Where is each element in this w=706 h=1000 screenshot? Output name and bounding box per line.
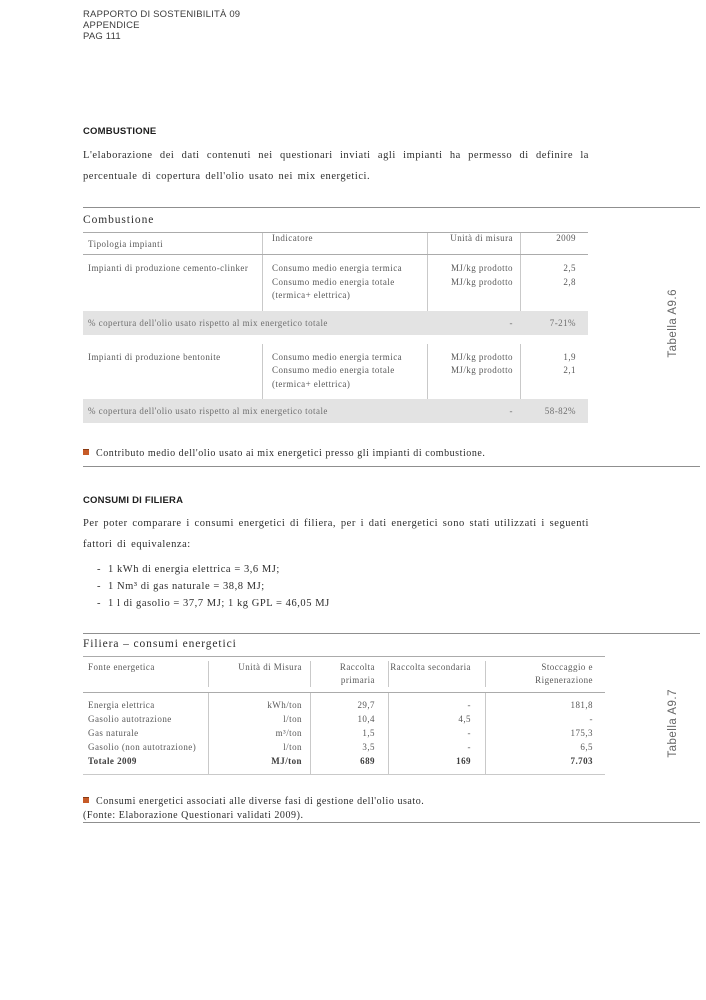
table2-header-unita: Unità di Misura: [208, 661, 310, 687]
divider-rule: [83, 822, 700, 823]
cell-indicatori: [262, 344, 427, 400]
divider-rule: [83, 633, 700, 634]
valore-line: 2,5: [563, 263, 576, 273]
report-title: RAPPORTO DI SOSTENIBILITÀ 09: [83, 9, 241, 20]
cell-unita: [427, 255, 520, 311]
indicatore-line: Consumo medio energia totale: [272, 365, 395, 375]
table-filiera: [83, 637, 605, 775]
cell-unita-totale: MJ/ton: [271, 756, 302, 766]
band-value: 7-21%: [549, 317, 576, 328]
table1-caption: [83, 447, 643, 461]
table2-caption: [83, 795, 643, 822]
column-raccolta-secondaria: [388, 693, 485, 774]
cell-indicatori: [262, 255, 427, 311]
caption-text: Contributo medio dell'olio usato ai mix energetici presso gli impianti di combustione.: [96, 448, 486, 459]
indicatore-line: Consumo medio energia termica: [272, 263, 403, 273]
table1-band-cemento: [83, 311, 588, 335]
band-dash: -: [509, 406, 513, 416]
table2-header-stoccaggio: Stoccaggio e Rigenerazione: [485, 661, 605, 687]
cell-primaria: 1,5: [362, 728, 375, 738]
cell-fonte: Gas naturale: [88, 728, 139, 738]
table2-body: [83, 693, 605, 775]
table1-header-unita: Unità di misura: [427, 233, 520, 254]
column-raccolta-primaria: [310, 693, 388, 774]
table-combustione: [83, 213, 588, 423]
side-label-tabella-a97: Tabella A9.7: [667, 689, 679, 758]
divider-rule: [83, 207, 700, 208]
running-header: [83, 9, 240, 42]
list-item-text: 1 Nm³ di gas naturale = 38,8 MJ;: [108, 581, 265, 592]
list-item-text: 1 l di gasolio = 37,7 MJ; 1 kg GPL = 46,05 MJ: [108, 598, 330, 609]
cell-primaria: 29,7: [357, 700, 375, 710]
unita-line: MJ/kg prodotto: [450, 351, 513, 362]
indicatore-line: Consumo medio energia termica: [272, 351, 403, 362]
cell-stoccaggio: 181,8: [570, 700, 593, 710]
caption-text: Consumi energetici associati alle diverse fasi di gestione dell'olio usato.: [96, 796, 425, 807]
cell-primaria: 10,4: [357, 714, 375, 724]
band-value: 58-82%: [544, 406, 576, 416]
band-label: % copertura dell'olio usato rispetto al mix energetico totale: [88, 317, 328, 328]
cell-secondaria: -: [467, 742, 471, 752]
cell-unita: kWh/ton: [267, 700, 302, 710]
section-combustione: [83, 126, 589, 187]
column-unita: [208, 693, 310, 774]
cell-valori: [520, 255, 588, 311]
cell-unita: l/ton: [283, 742, 302, 752]
cell-primaria: 3,5: [362, 742, 375, 752]
cell-fonte: Gasolio autotrazione: [88, 714, 172, 724]
table2-header-secondaria: Raccolta secondaria: [388, 661, 485, 687]
list-item: [97, 561, 589, 578]
list-marker: -: [97, 581, 102, 592]
list-item-text: 1 kWh di energia elettrica = 3,6 MJ;: [108, 564, 280, 575]
indicatore-line: Consumo medio energia totale: [272, 276, 395, 287]
equivalence-list: [83, 561, 589, 612]
cell-stoccaggio: -: [589, 714, 593, 724]
table1-header-indicatore: Indicatore: [262, 233, 427, 254]
valore-line: 2,1: [563, 365, 576, 375]
cell-tipologia: Impianti di produzione cemento-clinker: [88, 263, 249, 273]
cell-secondaria: -: [467, 700, 471, 710]
table1-header-tipologia: Tipologia impianti: [88, 238, 164, 249]
caption-square-icon: [83, 449, 89, 455]
section-heading-filiera: CONSUMI DI FILIERA: [83, 495, 184, 506]
cell-fonte: Energia elettrica: [88, 700, 155, 710]
column-stoccaggio: [485, 693, 605, 774]
section-heading-combustione: COMBUSTIONE: [83, 126, 157, 137]
appendix-label: APPENDICE: [83, 20, 140, 31]
indicatore-nota: (termica+ elettrica): [272, 378, 351, 389]
table1-group-bentonite: [83, 344, 588, 400]
caption-line: [83, 795, 643, 809]
valore-line: 2,8: [563, 276, 576, 287]
unita-line: MJ/kg prodotto: [450, 365, 513, 375]
cell-unita: [427, 344, 520, 400]
caption-square-icon: [83, 797, 89, 803]
indicatore-nota: (termica+ elettrica): [272, 290, 351, 300]
cell-secondaria-totale: 169: [456, 756, 471, 766]
table1-header-row: [83, 232, 588, 255]
cell-valori: [520, 344, 588, 400]
cell-secondaria: 4,5: [458, 714, 471, 724]
list-marker: -: [97, 598, 102, 609]
table2-title: Filiera – consumi energetici: [83, 638, 237, 650]
unita-line: MJ/kg prodotto: [450, 263, 513, 273]
list-item: [97, 578, 589, 595]
cell-primaria-totale: 689: [360, 756, 375, 766]
section-intro-combustione: L'elaborazione dei dati contenuti nei questionari inviati agli impianti ha permesso di definire la percentuale di copertura dell'olio usato nei mix energetici.: [83, 150, 589, 182]
section-consumi-filiera: [83, 495, 589, 612]
list-marker: -: [97, 564, 102, 575]
table2-header-row: [83, 656, 605, 693]
band-dash: -: [509, 317, 513, 328]
cell-tipologia: Impianti di produzione bentonite: [88, 351, 221, 362]
cell-stoccaggio: 175,3: [570, 728, 593, 738]
cell-unita: m³/ton: [275, 728, 302, 738]
divider-rule: [83, 466, 700, 467]
list-item: [97, 595, 589, 612]
cell-unita: l/ton: [283, 714, 302, 724]
column-fonte: [83, 693, 208, 774]
band-label: % copertura dell'olio usato rispetto al mix energetico totale: [88, 406, 328, 416]
cell-fonte: Gasolio (non autotrazione): [88, 742, 197, 752]
table1-group-cemento: [83, 255, 588, 311]
unita-line: MJ/kg prodotto: [450, 276, 513, 287]
valore-line: 1,9: [563, 351, 576, 362]
section-intro-filiera: Per poter comparare i consumi energetici di filiera, per i dati energetici sono stati utilizzati i seguenti fattori di equivalenza:: [83, 518, 589, 550]
table1-title: Combustione: [83, 214, 155, 226]
table2-header-fonte: Fonte energetica: [88, 662, 155, 672]
page-number: PAG 111: [83, 31, 121, 42]
table1-header-2009: 2009: [520, 233, 588, 254]
side-label-tabella-a96: Tabella A9.6: [667, 289, 679, 358]
cell-fonte-totale: Totale 2009: [88, 756, 137, 766]
cell-stoccaggio: 6,5: [580, 742, 593, 752]
cell-stoccaggio-totale: 7.703: [570, 756, 593, 766]
table2-header-primaria: Raccolta primaria: [310, 661, 388, 687]
cell-secondaria: -: [467, 728, 471, 738]
source-note: (Fonte: Elaborazione Questionari validati 2009).: [83, 810, 304, 821]
table1-band-bentonite: [83, 399, 588, 423]
